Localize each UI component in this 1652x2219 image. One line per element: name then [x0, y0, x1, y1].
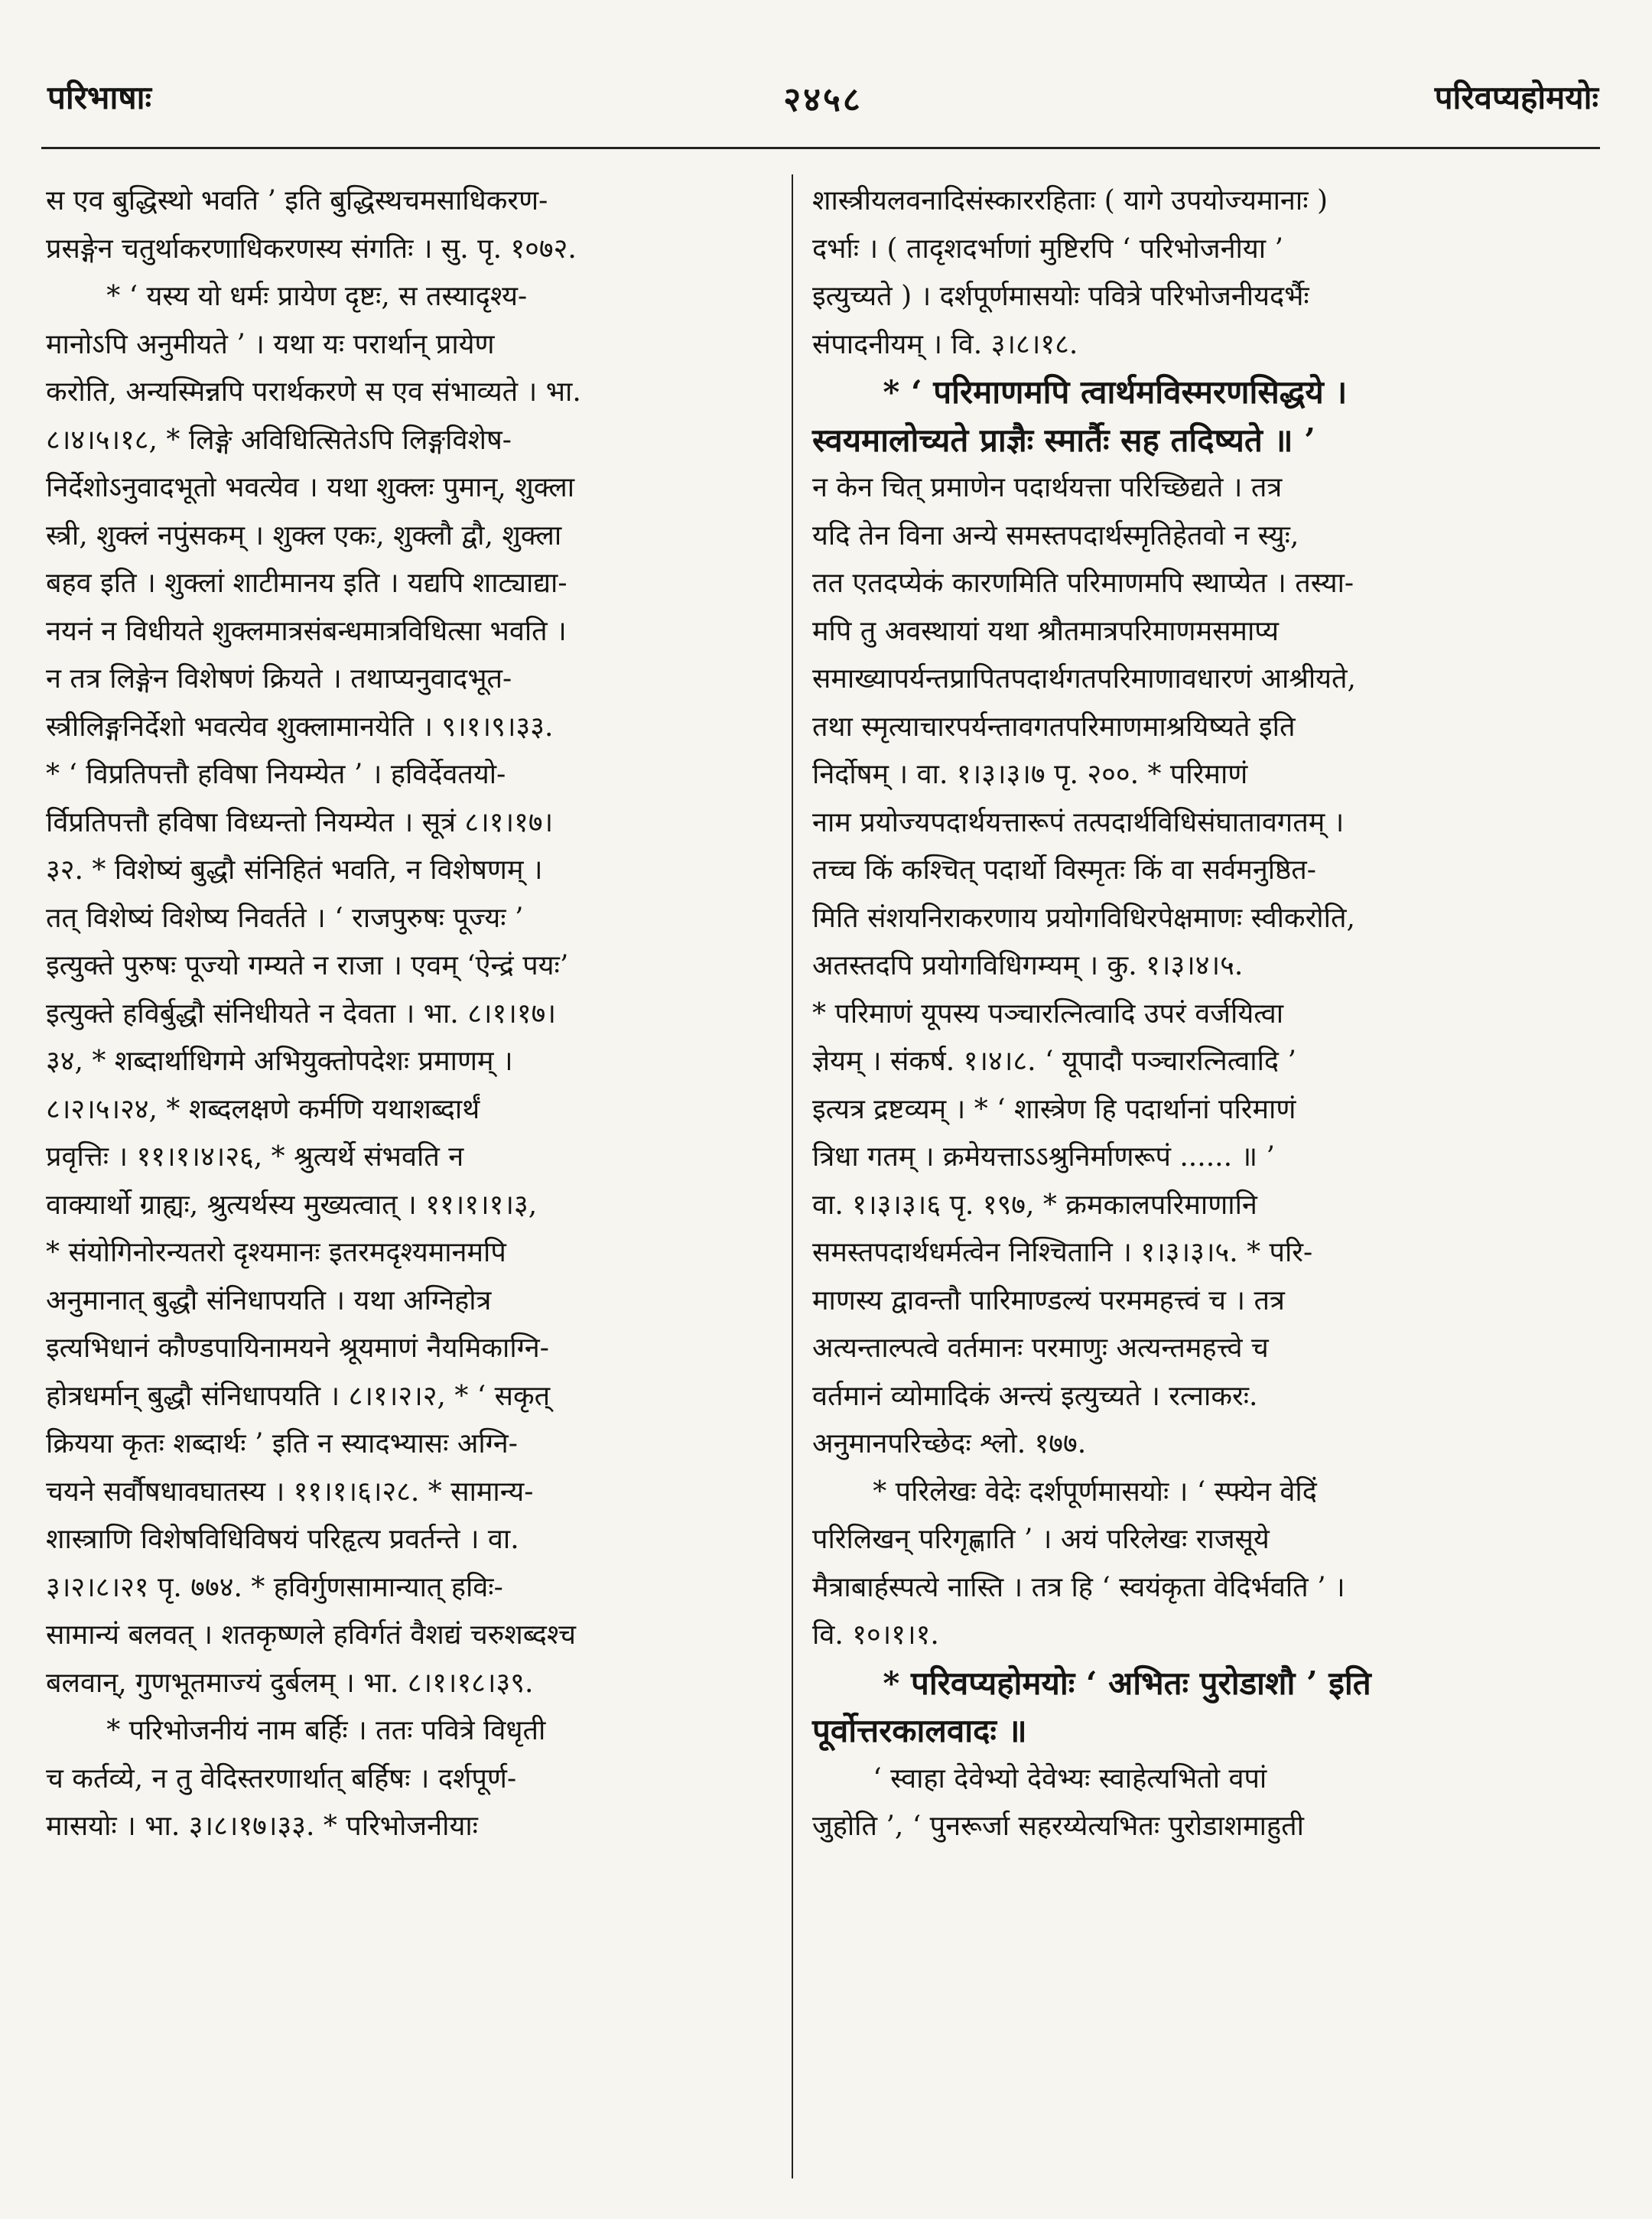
- text-line: * ‘ यस्य यो धर्मः प्रायेण दृष्टः, स तस्यादृश्य-: [106, 281, 528, 312]
- text-line: समस्तपदार्थधर्मत्वेन निश्चितानि । १।३।३।५. * परि-: [812, 1237, 1313, 1268]
- text-line: नाम प्रयोज्यपदार्थयत्तारूपं तत्पदार्थविधिसंघातावगतम् ।: [812, 806, 1345, 838]
- text-line: अतस्तदपि प्रयोगविधिगम्यम् । कु. १।३।४।५.: [812, 950, 1244, 981]
- text-line: जुहोति ’, ‘ पुनरूर्जा सहरय्येत्यभितः पुरोडाशमाहुती: [812, 1811, 1304, 1842]
- text-line: ३४, * शब्दार्थाधिगमे अभियुक्तोपदेशः प्रमाणम् ।: [46, 1046, 513, 1077]
- text-line: ३२. * विशेष्यं बुद्धौ संनिहितं भवति, न विशेषणम् ।: [46, 854, 543, 886]
- text-line: इत्युक्ते पुरुषः पूज्यो गम्यते न राजा । एवम् ‘ऐन्द्रं पयः’: [46, 950, 569, 981]
- text-line: इत्यत्र द्रष्टव्यम् । * ‘ शास्त्रेण हि पदार्थानां परिमाणं: [812, 1093, 1296, 1125]
- text-line: स्त्रीलिङ्गनिर्देशो भवत्येव शुक्लामानयेति । ९।१।९।३३.: [46, 711, 554, 743]
- text-line: अनुमानपरिच्छेदः श्लो. १७७.: [812, 1428, 1087, 1459]
- text-line: इत्युक्ते हविर्बुद्धौ संनिधीयते न देवता । भा. ८।१।१७।: [46, 997, 557, 1030]
- text-line: * संयोगिनोरन्यतरो दृश्यमानः इतरमदृश्यमानमपि: [46, 1237, 506, 1268]
- text-line: इत्यभिधानं कौण्डपायिनामयने श्रूयमाणं नैयमिकाग्नि-: [46, 1332, 549, 1364]
- verse-line: * ‘ परिमाणमपि त्वार्थमविस्मरणसिद्धये ।: [883, 373, 1348, 411]
- text-line: शास्त्रीयलवनादिसंस्काररहिताः ( यागे उपयोज्यमानाः ): [812, 185, 1328, 216]
- text-line: तत एतदप्येकं कारणमिति परिमाणमपि स्थाप्येत । तस्या-: [812, 568, 1354, 599]
- text-line: * ‘ विप्रतिपत्तौ हविषा नियम्येत ’ । हविर्देवतयो-: [46, 759, 506, 790]
- text-line: ज्ञेयम् । संकर्ष. १।४।८. ‘ यूपादौ पञ्चारत्नित्वादि ’: [812, 1046, 1296, 1077]
- text-line: वि. १०।१।१.: [812, 1619, 939, 1651]
- text-line: * परिमाणं यूपस्य पञ्चारत्नित्वादि उपरं वर्जयित्वा: [812, 997, 1284, 1030]
- text-line: ८।४।५।१८, * लिङ्गे अविधित्सितेऽपि लिङ्गविशेष-: [46, 424, 512, 456]
- text-line: प्रवृत्तिः । ११।१।४।२६, * श्रुत्यर्थे संभवति न: [46, 1141, 464, 1173]
- text-line: प्रसङ्गेन चतुर्थाकरणाधिकरणस्य संगतिः । सु. पृ. १०७२.: [46, 233, 577, 265]
- text-line: चयने सर्वौषधावघातस्य । ११।१।६।२८. * सामान्य-: [46, 1476, 534, 1508]
- text-line: तत् विशेष्यं विशेष्य निवर्तते । ‘ राजपुरुषः पूज्यः ’: [46, 902, 524, 934]
- text-line: र्विप्रतिपत्तौ हविषा विध्यन्तो नियम्येत । सूत्रं ८।१।१७।: [46, 806, 554, 838]
- text-line: न तत्र लिङ्गेन विशेषणं क्रियते । तथाप्यनुवादभूत-: [46, 663, 512, 695]
- right-column: [812, 177, 1600, 1851]
- text-line: तथा स्मृत्याचारपर्यन्तावगतपरिमाणमाश्रयिष्यते इति: [812, 711, 1296, 743]
- text-line: निर्देशोऽनुवादभूतो भवत्येव । यथा शुक्लः पुमान्, शुक्ला: [46, 472, 575, 503]
- running-head-left: परिभाषाः: [47, 79, 151, 116]
- text-line: * परिलेखः वेदेः दर्शपूर्णमासयोः । ‘ स्फ्येन वेदिं: [873, 1476, 1317, 1508]
- text-line: यदि तेन विना अन्ये समस्तपदार्थस्मृतिहेतवो न स्युः,: [812, 519, 1299, 551]
- text-line: ३।२।८।२१ पृ. ७७४. * हविर्गुणसामान्यात् हविः-: [46, 1571, 503, 1603]
- verse-line: स्वयमालोच्यते प्राज्ञैः स्मार्तैः सह तदिष्यते ॥ ’: [812, 421, 1315, 459]
- text-line: * परिभोजनीयं नाम बर्हिः । ततः पवित्रे विधृती: [106, 1715, 546, 1746]
- text-line: मपि तु अवस्थायां यथा श्रौतमात्रपरिमाणमसमाप्य: [812, 615, 1280, 647]
- text-line: वाक्यार्थो ग्राह्यः, श्रुत्यर्थस्य मुख्यत्वात् । ११।१।१।३,: [46, 1189, 538, 1221]
- text-line: संपादनीयम् । वि. ३।८।१८.: [812, 328, 1078, 360]
- text-line: परिलिखन् परिगृह्णाति ’ । अयं परिलेखः राजसूये: [812, 1524, 1270, 1555]
- text-line: समाख्यापर्यन्तप्रापितपदार्थगतपरिमाणावधारणं आश्रीयते,: [812, 663, 1356, 695]
- text-line: निर्दोषम् । वा. १।३।३।७ पृ. २००. * परिमाणं: [812, 759, 1248, 790]
- text-line: तच्च किं कश्चित् पदार्थो विस्मृतः किं वा सर्वमनुष्ठित-: [812, 854, 1316, 886]
- text-line: त्रिधा गतम् । क्रमेयत्ताऽऽश्रुनिर्माणरूपं ...... ॥ ’: [812, 1141, 1275, 1173]
- entry-heading: * परिवप्यहोमयोः ‘ अभितः पुरोडाशौ ’ इति: [883, 1664, 1371, 1702]
- page-header: [47, 75, 1598, 136]
- left-column: [46, 177, 776, 1851]
- text-line: मानोऽपि अनुमीयते ’ । यथा यः परार्थान् प्रायेण: [46, 328, 495, 360]
- text-line: वा. १।३।३।६ पृ. १९७, * क्रमकालपरिमाणानि: [812, 1189, 1257, 1221]
- entry-heading: पूर्वोत्तरकालवादः ॥: [812, 1712, 1027, 1749]
- text-line: क्रियया कृतः शब्दार्थः ’ इति न स्यादभ्यासः अग्नि-: [46, 1428, 518, 1459]
- text-line: मैत्राबार्हस्पत्ये नास्ति । तत्र हि ‘ स्वयंकृता वेदिर्भवति ’ ।: [812, 1571, 1345, 1603]
- text-line: करोति, अन्यस्मिन्नपि परार्थकरणे स एव संभाव्यते । भा.: [46, 376, 581, 408]
- text-line: नयनं न विधीयते शुक्लमात्रसंबन्धमात्रविधित्सा भवति ।: [46, 615, 567, 647]
- column-divider: [792, 174, 793, 2178]
- text-line: च कर्तव्ये, न तु वेदिस्तरणार्थात् बर्हिषः । दर्शपूर्ण-: [46, 1762, 517, 1794]
- header-rule: [41, 147, 1600, 149]
- text-line: स एव बुद्धिस्थो भवति ’ इति बुद्धिस्थचमसाधिकरण-: [46, 185, 548, 216]
- text-line: होत्रधर्मान् बुद्धौ संनिधापयति । ८।१।२।२, * ‘ सकृत्: [46, 1380, 551, 1412]
- text-line: न केन चित् प्रमाणेन पदार्थयत्ता परिच्छिद्यते । तत्र: [812, 472, 1283, 503]
- text-line: बहव इति । शुक्लां शाटीमानय इति । यद्यपि शाट्याद्या-: [46, 568, 567, 599]
- text-line: ‘ स्वाहा देवेभ्यो देवेभ्यः स्वाहेत्यभितो वपां: [873, 1762, 1267, 1794]
- text-line: दर्भाः । ( तादृशदर्भाणां मुष्टिरपि ‘ परिभोजनीया ’: [812, 233, 1283, 265]
- page-number: २४५८: [783, 80, 863, 119]
- text-line: शास्त्राणि विशेषविधिविषयं परिहृत्य प्रवर्तन्ते । वा.: [46, 1524, 519, 1555]
- text-line: माणस्य द्वावन्तौ पारिमाण्डल्यं परममहत्त्वं च । तत्र: [812, 1284, 1285, 1316]
- text-line: स्त्री, शुक्लं नपुंसकम् । शुक्ल एकः, शुक्लौ द्वौ, शुक्ला: [46, 519, 562, 551]
- text-line: इत्युच्यते ) । दर्शपूर्णमासयोः पवित्रे परिभोजनीयदर्भैः: [812, 281, 1309, 312]
- text-line: मासयोः । भा. ३।८।१७।३३. * परिभोजनीयाः: [46, 1811, 478, 1842]
- text-line: अत्यन्ताल्पत्वे वर्तमानः परमाणुः अत्यन्तमहत्त्वे च: [812, 1332, 1269, 1364]
- text-line: बलवान्, गुणभूतमाज्यं दुर्बलम् । भा. ८।१।१८।३९.: [46, 1667, 534, 1699]
- text-line: सामान्यं बलवत् । शतकृष्णले हविर्गतं वैशद्यं चरुशब्दश्च: [46, 1619, 577, 1651]
- text-line: ८।२।५।२४, * शब्दलक्षणे कर्मणि यथाशब्दार्थं: [46, 1093, 480, 1125]
- text-line: मिति संशयनिराकरणाय प्रयोगविधिरपेक्षमाणः स्वीकरोति,: [812, 902, 1355, 934]
- text-line: अनुमानात् बुद्धौ संनिधापयति । यथा अग्निहोत्र: [46, 1284, 492, 1316]
- running-head-right: परिवप्यहोमयोः: [1434, 79, 1598, 116]
- text-line: वर्तमानं व्योमादिकं अन्त्यं इत्युच्यते । रत्नाकरः.: [812, 1380, 1258, 1412]
